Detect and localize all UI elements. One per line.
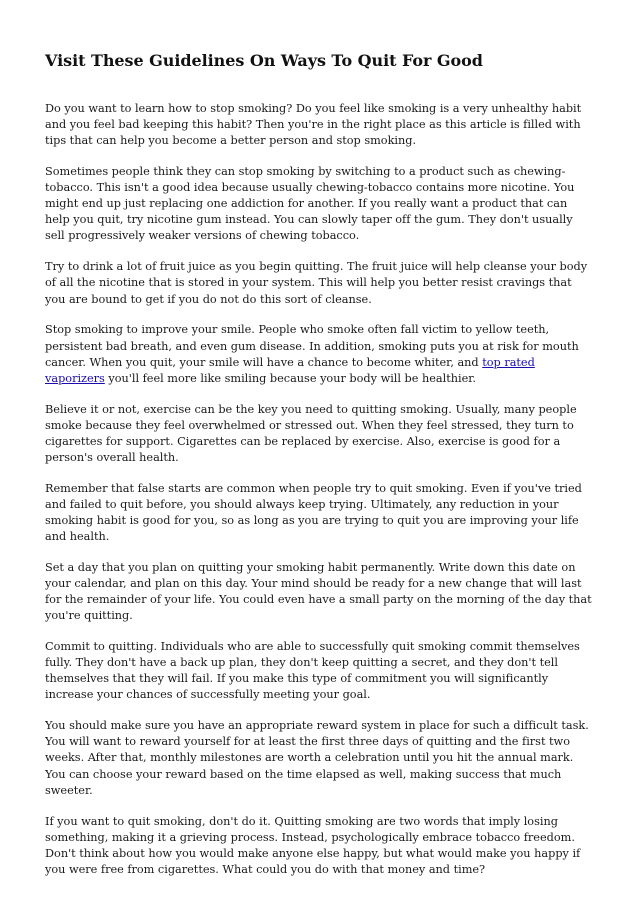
paragraph-6: Remember that false starts are common when people try to quit smoking. Even if you've tried and failed to quit before, you should always keep trying. Ultimately, any reduction in your smoking habit is good for you, so as long as you are trying to quit you are improving your life and health. (45, 481, 582, 544)
paragraph-4 (45, 322, 595, 386)
paragraph-2: Sometimes people think they can stop smoking by switching to a product such as chewing-tobacco. This isn't a good idea because usually chewing-tobacco contains more nicotine. You might end up just replacing one addiction for another. If you really want a product that can help you quit, try nicotine gum instead. You can slowly taper off the gum. They don't usually sell progressively weaker versions of chewing tobacco. (45, 165, 575, 243)
paragraph-7: Set a day that you plan on quitting your smoking habit permanently. Write down this date on your calendar, and plan on this day. Your mind should be ready for a new change that will last for the remainder of your life. You could even have a small party on the morning of the day that you're quitting. (45, 560, 592, 623)
paragraph-1: Do you want to learn how to stop smoking? Do you feel like smoking is a very unhealthy habit and you feel bad keeping this habit? Then you're in the right place as this article is filled with tips that can help you become a better person and stop smoking. (45, 102, 582, 148)
document-body (45, 101, 595, 893)
paragraph-9: You should make sure you have an appropriate reward system in place for such a difficult task. You will want to reward yourself for at least the first three days of quitting and the first two weeks. After that, monthly milestones are worth a celebration until you hit the annual mark. You can choose your reward based on the time elapsed as well, making success that much sweeter. (45, 719, 589, 797)
paragraph-8: Commit to quitting. Individuals who are able to successfully quit smoking commit themselves fully. They don't have a back up plan, they don't keep quitting a secret, and they don't tell themselves that they will fail. If you make this type of commitment you will significantly increase your chances of successfully meeting your goal. (45, 640, 580, 702)
top-rated-vaporizers-link[interactable]: top rated vaporizers (45, 355, 535, 385)
paragraph-5: Believe it or not, exercise can be the key you need to quitting smoking. Usually, many people smoke because they feel overwhelmed or stressed out. When they feel stressed, they turn to cigarettes for support. Cigarettes can be replaced by exercise. Also, exercise is good for a person's overall health. (45, 402, 577, 464)
paragraph-3: Try to drink a lot of fruit juice as you begin quitting. The fruit juice will help cleanse your body of all the nicotine that is stored in your system. This will help you better resist cravings that you are bound to get if you do not do this sort of cleanse. (45, 260, 588, 306)
paragraph-4-text-after: you'll feel more like smiling because your body will be healthier. (104, 371, 476, 385)
paragraph-4-text-before: Stop smoking to improve your smile. People who smoke often fall victim to yellow teeth, persistent bad breath, and even gum disease. In addition, smoking puts you at risk for mouth cancer. When you quit, your smile will have a chance to become whiter, and (45, 323, 579, 369)
paragraph-10: If you want to quit smoking, don't do it. Quitting smoking are two words that imply losing something, making it a grieving process. Instead, psychologically embrace tobacco freedom. Don't think about how you would make anyone else happy, but what would make you happy if you were free from cigarettes. What could you do with that money and time? (45, 814, 581, 876)
document-title: Visit These Guidelines On Ways To Quit For Good (45, 51, 483, 70)
